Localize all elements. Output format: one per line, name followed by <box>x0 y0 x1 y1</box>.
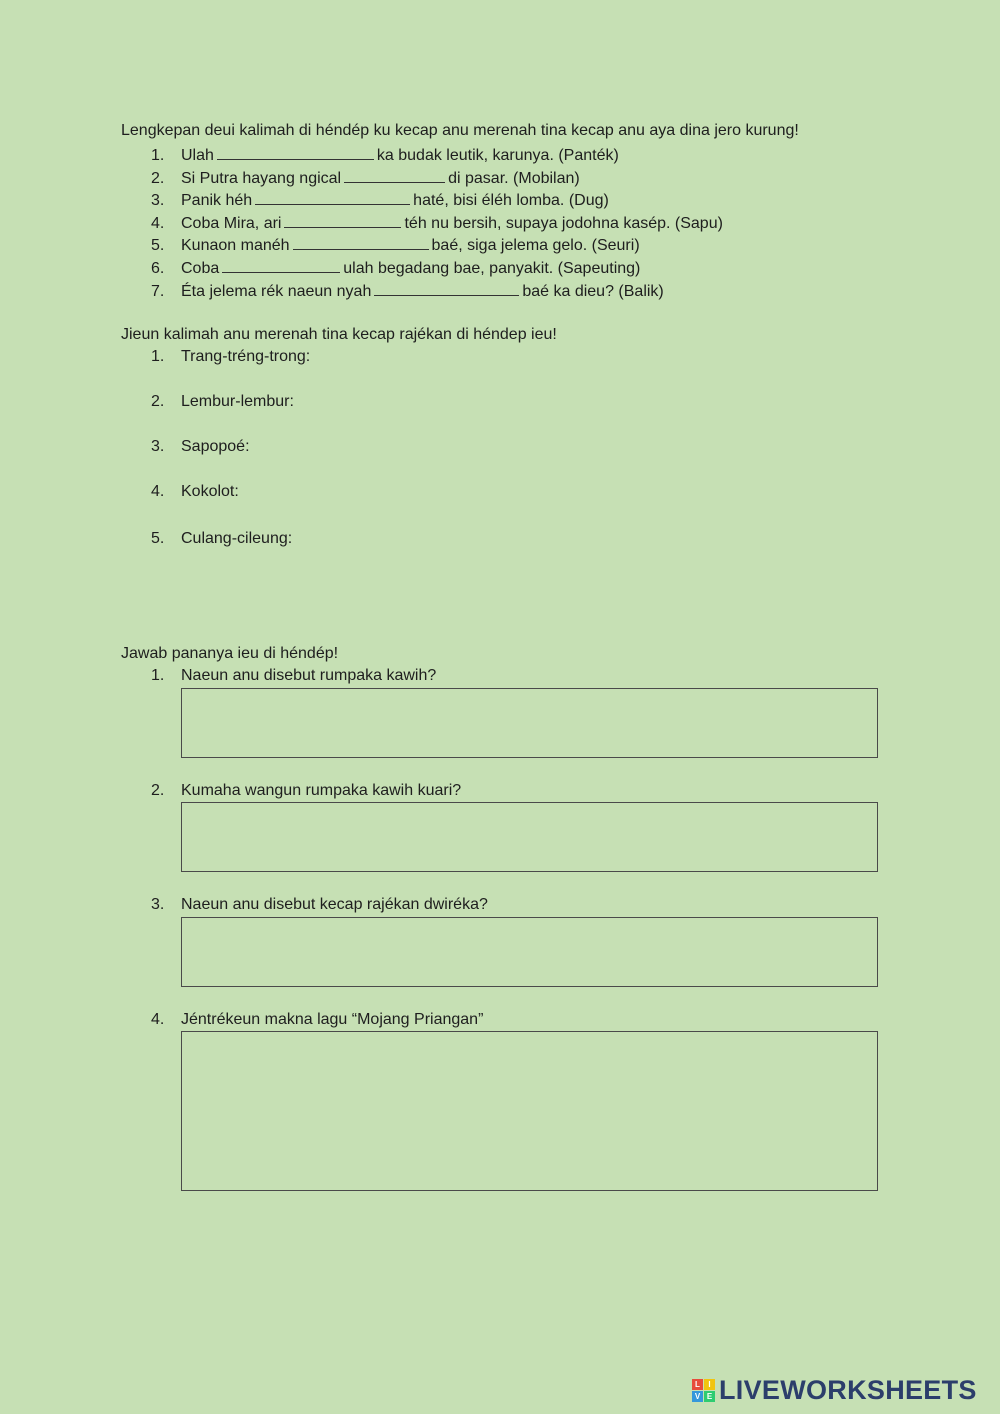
blank-input-7[interactable] <box>374 281 519 296</box>
fill-item-5: 5. Kunaon manéh baé, siga jelema gelo. (Seuri) <box>151 237 640 254</box>
blank-input-1[interactable] <box>217 145 374 160</box>
fill-item-7: 7. Éta jelema rék naeun nyah baé ka dieu? (Balik) <box>151 283 664 300</box>
sentence-item-1: 1. Trang-tréng-trong: <box>151 348 311 365</box>
question-item-3: 3. Naeun anu disebut kecap rajékan dwiréka? <box>151 896 488 913</box>
blank-input-3[interactable] <box>255 190 410 205</box>
question-item-4: 4. Jéntrékeun makna lagu “Mojang Priangan” <box>151 1011 484 1028</box>
section-1-title: Lengkepan deui kalimah di héndép ku kecap anu merenah tina kecap anu aya dina jero kurung! <box>121 122 799 139</box>
sentence-item-2: 2. Lembur-lembur: <box>151 393 294 410</box>
sentence-item-4: 4. Kokolot: <box>151 483 239 500</box>
section-3-title: Jawab pananya ieu di héndép! <box>121 645 339 662</box>
fill-item-1: 1. Ulah ka budak leutik, karunya. (Panték) <box>151 147 619 164</box>
question-item-1: 1. Naeun anu disebut rumpaka kawih? <box>151 667 437 684</box>
answer-box-2[interactable] <box>181 802 878 872</box>
blank-input-6[interactable] <box>222 258 340 273</box>
blank-input-4[interactable] <box>284 213 401 228</box>
fill-item-6: 6. Coba ulah begadang bae, panyakit. (Sapeuting) <box>151 260 641 277</box>
sentence-item-5: 5. Culang-cileung: <box>151 530 293 547</box>
logo-text: LIVEWORKSHEETS <box>719 1374 977 1405</box>
section-2-title: Jieun kalimah anu merenah tina kecap rajékan di héndep ieu! <box>121 326 557 343</box>
blank-input-2[interactable] <box>344 168 445 183</box>
logo-squares-icon: L I V E <box>692 1379 715 1402</box>
blank-input-5[interactable] <box>293 235 429 250</box>
fill-item-2: 2. Si Putra hayang ngical di pasar. (Mobilan) <box>151 170 580 187</box>
answer-box-1[interactable] <box>181 688 878 758</box>
sentence-item-3: 3. Sapopoé: <box>151 438 250 455</box>
fill-item-3: 3. Panik héh haté, bisi éléh lomba. (Dug) <box>151 192 609 209</box>
liveworksheets-logo <box>692 1376 977 1404</box>
fill-item-4: 4. Coba Mira, ari téh nu bersih, supaya jodohna kasép. (Sapu) <box>151 215 723 232</box>
question-item-2: 2. Kumaha wangun rumpaka kawih kuari? <box>151 782 462 799</box>
answer-box-4[interactable] <box>181 1031 878 1191</box>
answer-box-3[interactable] <box>181 917 878 987</box>
